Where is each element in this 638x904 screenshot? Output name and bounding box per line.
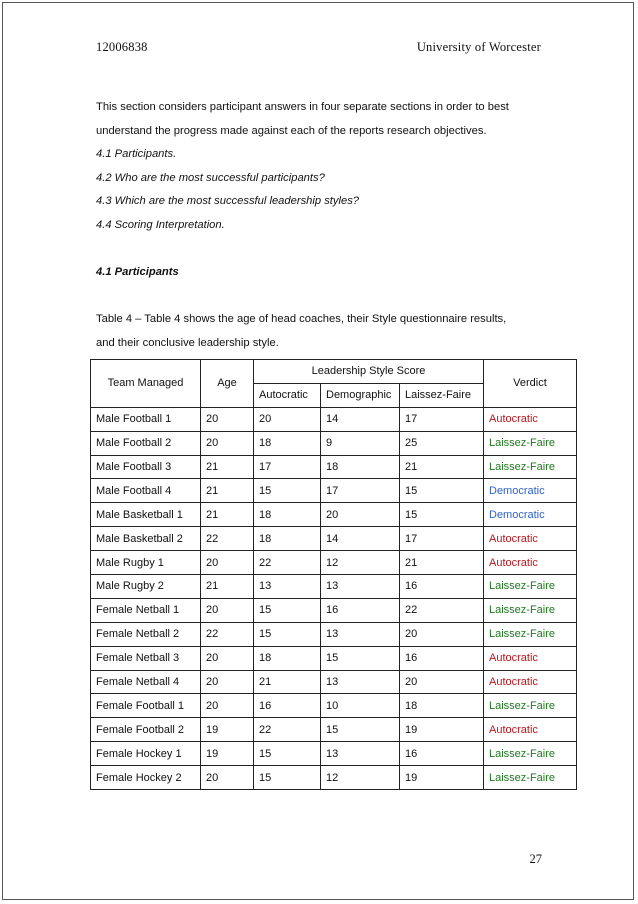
cell-verdict: Laissez-Faire	[484, 575, 577, 599]
cell-team: Male Football 3	[91, 455, 201, 479]
cell-age: 19	[201, 742, 254, 766]
cell-age: 20	[201, 551, 254, 575]
table-row	[91, 646, 577, 670]
table-row	[91, 503, 577, 527]
cell-age: 21	[201, 455, 254, 479]
cell-demographic: 9	[321, 431, 400, 455]
cell-autocratic: 22	[254, 551, 321, 575]
cell-age: 21	[201, 479, 254, 503]
cell-demographic: 16	[321, 598, 400, 622]
cell-verdict: Autocratic	[484, 718, 577, 742]
cell-team: Female Football 1	[91, 694, 201, 718]
page-number: 27	[529, 852, 542, 866]
table-row	[91, 718, 577, 742]
cell-laissez-faire: 17	[400, 407, 484, 431]
cell-age: 20	[201, 431, 254, 455]
cell-autocratic: 17	[254, 455, 321, 479]
table-row	[91, 407, 577, 431]
intro-line-1: This section considers participant answers in four separate sections in order to best	[96, 101, 509, 113]
cell-demographic: 15	[321, 646, 400, 670]
cell-autocratic: 15	[254, 598, 321, 622]
cell-laissez-faire: 19	[400, 766, 484, 790]
toc-item-leadership-styles: 4.3 Which are the most successful leadership styles?	[96, 195, 360, 208]
cell-verdict: Autocratic	[484, 646, 577, 670]
cell-team: Male Rugby 1	[91, 551, 201, 575]
cell-autocratic: 13	[254, 575, 321, 599]
cell-laissez-faire: 25	[400, 431, 484, 455]
table-row	[91, 455, 577, 479]
cell-verdict: Autocratic	[484, 670, 577, 694]
cell-team: Male Rugby 2	[91, 575, 201, 599]
intro-line-2: understand the progress made against each of the reports research objectives.	[96, 124, 487, 137]
cell-laissez-faire: 15	[400, 479, 484, 503]
cell-verdict: Democratic	[484, 503, 577, 527]
toc-item-participants: 4.1 Participants.	[96, 148, 177, 161]
cell-laissez-faire: 20	[400, 622, 484, 646]
cell-laissez-faire: 17	[400, 527, 484, 551]
col-header-autocratic: Autocratic	[254, 383, 321, 407]
cell-autocratic: 16	[254, 694, 321, 718]
cell-laissez-faire: 16	[400, 575, 484, 599]
cell-demographic: 13	[321, 742, 400, 766]
table-row	[91, 670, 577, 694]
col-header-team: Team Managed	[91, 360, 201, 408]
cell-age: 20	[201, 670, 254, 694]
cell-age: 21	[201, 575, 254, 599]
table-caption-line-2: and their conclusive leadership style.	[96, 336, 279, 349]
col-header-score: Leadership Style Score	[254, 360, 484, 384]
cell-laissez-faire: 21	[400, 551, 484, 575]
header-university: University of Worcester	[416, 40, 541, 54]
col-header-laissez-faire: Laissez-Faire	[400, 383, 484, 407]
table-row	[91, 431, 577, 455]
col-header-verdict: Verdict	[484, 360, 577, 408]
cell-team: Female Netball 3	[91, 646, 201, 670]
cell-laissez-faire: 18	[400, 694, 484, 718]
cell-autocratic: 21	[254, 670, 321, 694]
cell-autocratic: 15	[254, 766, 321, 790]
cell-age: 19	[201, 718, 254, 742]
cell-laissez-faire: 16	[400, 646, 484, 670]
cell-verdict: Laissez-Faire	[484, 766, 577, 790]
cell-team: Female Netball 1	[91, 598, 201, 622]
cell-demographic: 13	[321, 670, 400, 694]
table-header-row	[91, 360, 577, 384]
cell-demographic: 14	[321, 407, 400, 431]
table-row	[91, 598, 577, 622]
cell-verdict: Laissez-Faire	[484, 431, 577, 455]
cell-verdict: Autocratic	[484, 407, 577, 431]
toc-item-scoring: 4.4 Scoring Interpretation.	[96, 218, 225, 231]
cell-autocratic: 20	[254, 407, 321, 431]
cell-demographic: 14	[321, 527, 400, 551]
cell-team: Female Hockey 1	[91, 742, 201, 766]
cell-laissez-faire: 21	[400, 455, 484, 479]
cell-age: 22	[201, 622, 254, 646]
cell-laissez-faire: 20	[400, 670, 484, 694]
cell-autocratic: 18	[254, 503, 321, 527]
cell-verdict: Laissez-Faire	[484, 598, 577, 622]
section-heading: 4.1 Participants	[96, 266, 179, 279]
leadership-table	[90, 359, 577, 790]
table-row	[91, 479, 577, 503]
document-body	[96, 96, 546, 356]
cell-autocratic: 15	[254, 479, 321, 503]
toc-item-successful-participants: 4.2 Who are the most successful participants?	[96, 171, 325, 184]
cell-verdict: Democratic	[484, 479, 577, 503]
cell-team: Male Football 4	[91, 479, 201, 503]
table-row	[91, 766, 577, 790]
cell-demographic: 20	[321, 503, 400, 527]
cell-laissez-faire: 15	[400, 503, 484, 527]
cell-team: Female Hockey 2	[91, 766, 201, 790]
col-header-age: Age	[201, 360, 254, 408]
cell-autocratic: 15	[254, 742, 321, 766]
cell-demographic: 17	[321, 479, 400, 503]
cell-age: 20	[201, 646, 254, 670]
cell-age: 20	[201, 407, 254, 431]
cell-age: 22	[201, 527, 254, 551]
header-student-id: 12006838	[96, 40, 148, 54]
table-row	[91, 527, 577, 551]
cell-laissez-faire: 16	[400, 742, 484, 766]
cell-autocratic: 18	[254, 431, 321, 455]
table-row	[91, 742, 577, 766]
table-caption-line-1: Table 4 – Table 4 shows the age of head coaches, their Style questionnaire results,	[96, 313, 507, 326]
cell-laissez-faire: 19	[400, 718, 484, 742]
cell-team: Female Netball 2	[91, 622, 201, 646]
cell-verdict: Autocratic	[484, 527, 577, 551]
cell-team: Female Football 2	[91, 718, 201, 742]
col-header-demographic: Demographic	[321, 383, 400, 407]
cell-demographic: 12	[321, 766, 400, 790]
cell-demographic: 12	[321, 551, 400, 575]
cell-age: 20	[201, 694, 254, 718]
cell-demographic: 13	[321, 575, 400, 599]
cell-autocratic: 22	[254, 718, 321, 742]
cell-age: 20	[201, 598, 254, 622]
table-row	[91, 551, 577, 575]
cell-laissez-faire: 22	[400, 598, 484, 622]
cell-autocratic: 18	[254, 646, 321, 670]
table-row	[91, 622, 577, 646]
cell-verdict: Laissez-Faire	[484, 455, 577, 479]
cell-team: Female Netball 4	[91, 670, 201, 694]
cell-demographic: 10	[321, 694, 400, 718]
cell-verdict: Autocratic	[484, 551, 577, 575]
cell-age: 21	[201, 503, 254, 527]
cell-demographic: 18	[321, 455, 400, 479]
cell-team: Male Basketball 2	[91, 527, 201, 551]
cell-demographic: 13	[321, 622, 400, 646]
cell-age: 20	[201, 766, 254, 790]
cell-verdict: Laissez-Faire	[484, 742, 577, 766]
cell-team: Male Football 2	[91, 431, 201, 455]
cell-team: Male Basketball 1	[91, 503, 201, 527]
cell-autocratic: 15	[254, 622, 321, 646]
cell-team: Male Football 1	[91, 407, 201, 431]
cell-autocratic: 18	[254, 527, 321, 551]
cell-verdict: Laissez-Faire	[484, 622, 577, 646]
cell-demographic: 15	[321, 718, 400, 742]
table-row	[91, 694, 577, 718]
table-row	[91, 575, 577, 599]
cell-verdict: Laissez-Faire	[484, 694, 577, 718]
